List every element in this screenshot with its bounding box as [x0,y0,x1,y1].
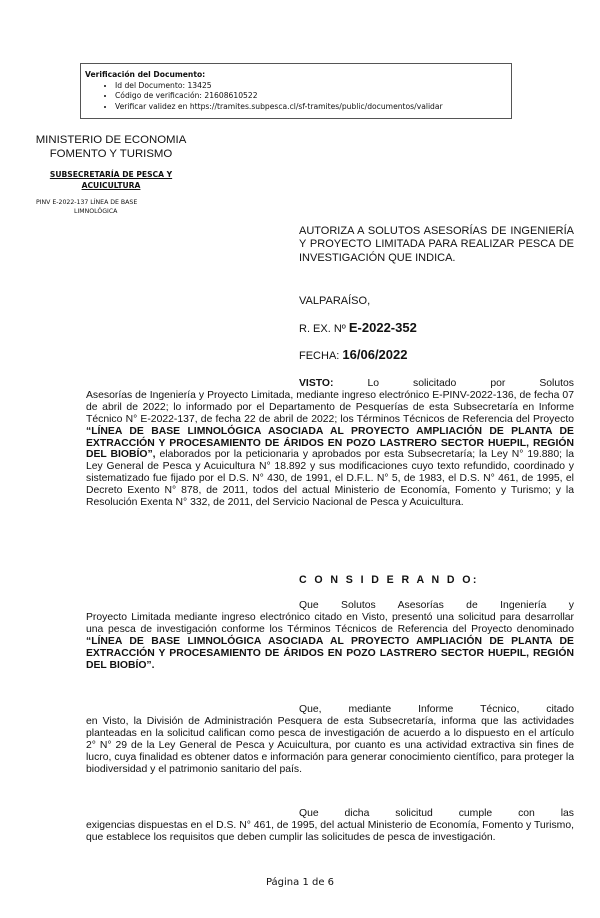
date-value: 16/06/2022 [342,347,408,362]
considerando-paragraph-2: Que, mediante Informe Técnico, citado en Visto, la División de Administración Pesquera de esta Subsecretaría, informa que las actividades planteadas en la solicitud califican como pesca de investigación de acuerdo a lo dispuesto en el artículo 2° N° 29 de la Ley General de Pesca y Acuicultura, por cuanto es una actividad extractiva sin fines de lucro, cuya finalidad es obtener datos e información para generar conocimiento científico, para proteger la biodiversidad y el patrimonio sanitario del país. [86,704,574,775]
resolution-title: AUTORIZA A SOLUTOS ASESORÍAS DE INGENIERÍA Y PROYECTO LIMITADA PARA REALIZAR PESCA DE INVESTIGACIÓN QUE INDICA. [299,225,574,264]
file-reference [36,198,186,217]
verification-title: Verificación del Documento: [85,70,206,79]
considerando-heading: C O N S I D E R A N D O: [299,574,479,586]
verification-url[interactable]: • Verificar validez en https://tramites.subpesca.cl/sf-tramites/public/documentos/validar [115,102,511,113]
visto-lead: VISTO: Lo solicitado por Solutos [299,378,574,389]
visto-label: VISTO: [299,378,334,389]
resolution-number [299,320,417,335]
considerando-paragraph-3: Que dicha solicitud cumple con las exigencias dispuestas en el D.S. N° 461, de 1995, del actual Ministerio de Economía, Fomento y Turismo, que establece los requisitos que deben cumplir las solicitudes de pesca de investigación. [86,808,574,843]
subsec-line-2: ACUICULTURA [81,180,141,190]
verification-doc-id: • Id del Documento: 13425 [115,81,511,92]
resolution-date [299,347,407,362]
considerando-paragraph-1: Que Solutos Asesorías de Ingeniería y Proyecto Limitada mediante ingreso electrónico citado en Visto, presentó una solicitud para desarrollar una pesca de investigación conforme los Términos Técnicos de Referencia del Proyecto denominado “LÍNEA DE BASE LIMNOLÓGICA ASOCIADA AL PROYECTO AMPLIACIÓN DE PLANTA DE EXTRACCIÓN Y PROCESAMIENTO DE ÁRIDOS EN POZO LASTRERO SECTOR HUEPIL, REGIÓN DEL BIOBÍO”. [86,600,574,671]
ministry-header [26,134,196,161]
verification-code: • Código de verificación: 21608610522 [115,91,511,102]
ministry-line-1: MINISTERIO DE ECONOMIA [35,134,187,146]
page-number: Página 1 de 6 [265,877,335,888]
verification-box [80,63,512,119]
visto-section [86,378,574,509]
ref-line-1: PINV E-2022-137 LÍNEA DE BASE [36,199,138,206]
subsecretaria-header [26,170,196,191]
subsec-line-1: SUBSECRETARÍA DE PESCA Y [49,170,173,179]
visto-project: “LÍNEA DE BASE LIMNOLÓGICA ASOCIADA AL PROYECTO AMPLIACIÓN DE PLANTA DE EXTRACCIÓN Y PROCESAMIENTO DE ÁRIDOS EN POZO LASTRERO SECTOR HUEPIL, REGIÓN DEL BIOBÍO”, [86,425,574,461]
resolution-label: R. EX. Nº [299,323,346,335]
ministry-line-2: FOMENTO Y TURISMO [49,147,173,160]
para1-project: “LÍNEA DE BASE LIMNOLÓGICA ASOCIADA AL PROYECTO AMPLIACIÓN DE PLANTA DE EXTRACCIÓN Y PROCESAMIENTO DE ÁRIDOS EN POZO LASTRERO SECTOR HUEPIL, REGIÓN DEL BIOBÍO”. [86,635,574,671]
verification-list [85,81,511,113]
date-label: FECHA: [299,350,340,362]
resolution-value: E-2022-352 [348,320,417,335]
visto-body: Asesorías de Ingeniería y Proyecto Limitada, mediante ingreso electrónico E-PINV-2022-136, de fecha 07 de abril de 2022; lo informado por el Departamento de Pesquerías de esta Subsecretaría en Informe Técnico N° E-2022-137, de fecha 22 de abril de 2022; los Términos Técnicos de Referencia del Proyecto “LÍNEA DE BASE LIMNOLÓGICA ASOCIADA AL PROYECTO AMPLIACIÓN DE PLANTA DE EXTRACCIÓN Y PROCESAMIENTO DE ÁRIDOS EN POZO LASTRERO SECTOR HUEPIL, REGIÓN DEL BIOBÍO”, elaborados por la peticionaria y aprobados por esta Subsecretaría; la Ley N° 19.880; la Ley General de Pesca y Acuicultura N° 18.892 y sus modificaciones cuyo texto refundido, coordinado y sistematizado fue fijado por el D.S. N° 430, de 1991, el D.F.L. N° 5, de 1983, el D.S. N° 461, de 1995, el Decreto Exento N° 878, de 2011, todos del actual Ministerio de Economía, Fomento y Turismo; y la Resolución Exenta N° 332, de 2011, del Servicio Nacional de Pesca y Acuicultura. [86,389,575,509]
ref-line-2: LIMNOLÓGICA [74,208,118,216]
place: VALPARAÍSO, [299,295,371,307]
